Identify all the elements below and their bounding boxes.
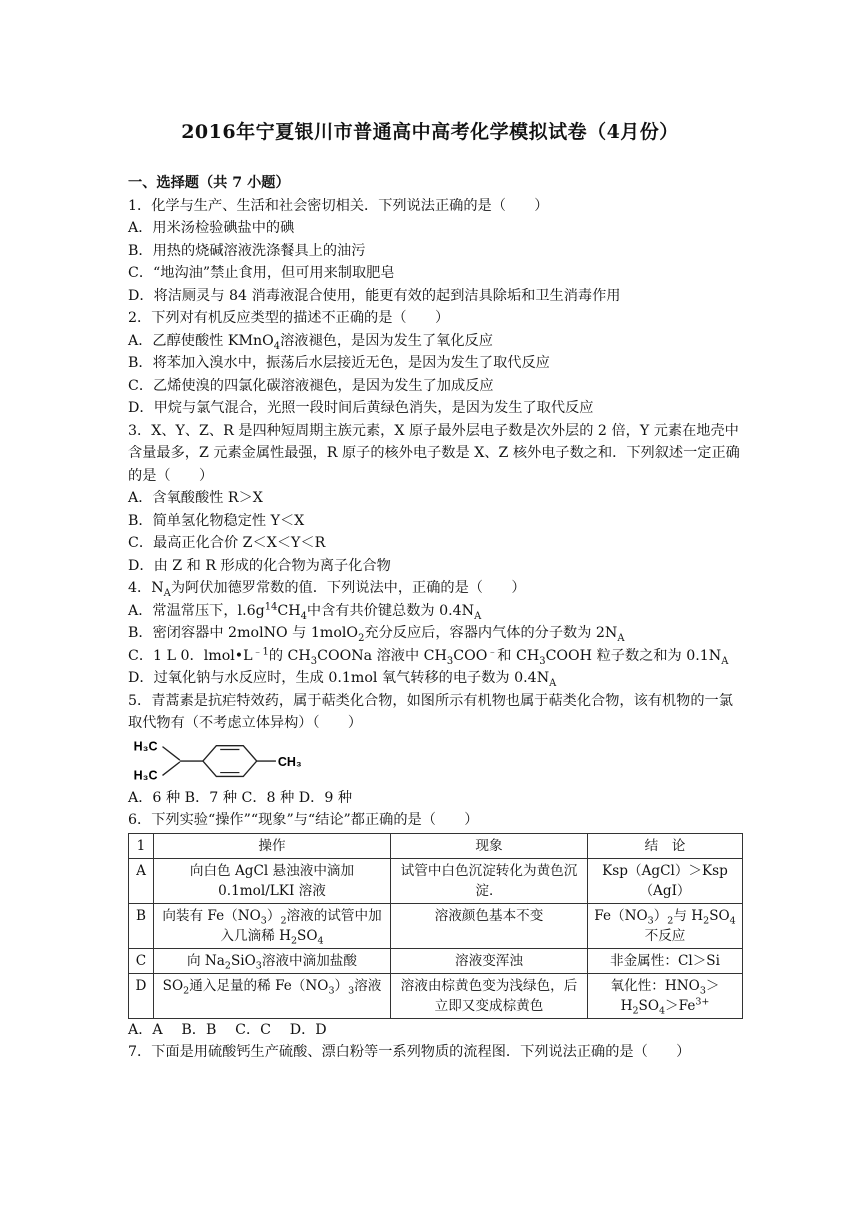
mol-label-h3c-bottom: H₃C bbox=[133, 767, 158, 782]
q4-stem: 4．$N_A$为阿伏加德罗常数的值．下列说法中，正确的是（ ） bbox=[128, 580, 526, 599]
row-phenomenon: 试管中白色沉淀转化为黄色沉淀． bbox=[391, 858, 588, 903]
row-operation: 向装有 $Fe(NO_3)_2$溶液的试管中加入几滴稀 $H_2SO_4$ bbox=[154, 903, 391, 948]
q4-option-d: D．过氧化钠与水反应时，生成 0.1mol 氧气转移的电子数为 $0.4N_A$ bbox=[128, 670, 557, 689]
row-conclusion: 氧化性：$HNO_3>H_2SO_4>Fe^{3+}$ bbox=[588, 973, 743, 1018]
q1-option-d: D．将洁厕灵与 84 消毒液混合使用，能更有效的起到洁具除垢和卫生消毒作用 bbox=[128, 287, 621, 304]
q3-option-d: D．由 Z 和 R 形成的化合物为离子化合物 bbox=[128, 557, 391, 574]
q3-option-c: C．最高正化合价 Z＜X＜Y＜R bbox=[128, 535, 326, 551]
row-operation: 向 $Na_2SiO_3$溶液中滴加盐酸 bbox=[154, 948, 391, 973]
mol-bond bbox=[163, 762, 180, 775]
row-key: D bbox=[129, 973, 154, 1018]
table-header-cell: 结 论 bbox=[588, 833, 743, 858]
table-row bbox=[129, 948, 743, 973]
row-operation: 向白色 AgCl 悬浊液中滴加 0.1mol/LKI 溶液 bbox=[154, 858, 391, 903]
row-conclusion: Ksp（AgCl）＞Ksp（AgI） bbox=[588, 858, 743, 903]
mol-label-ch3: CH₃ bbox=[277, 754, 302, 769]
page-title: 2016年宁夏银川市普通高中高考化学模拟试卷（4月份） bbox=[181, 121, 679, 143]
row-conclusion: $Fe(NO_3)_2$与 $H_2SO_4$ 不反应 bbox=[588, 903, 743, 948]
table-row bbox=[129, 903, 743, 948]
row-phenomenon: 溶液由棕黄色变为浅绿色，后立即又变成棕黄色 bbox=[391, 973, 588, 1018]
q2-stem: 2．下列对有机反应类型的描述不正确的是（ ） bbox=[128, 310, 450, 326]
row-conclusion: 非金属性：Cl＞Si bbox=[588, 948, 743, 973]
q3-stem: 3．X、Y、Z、R 是四种短周期主族元素，X 原子最外层电子数是次外层的 2 倍，Y 元素在地壳中含量最多，Z 元素金属性最强，R 原子的核外电子数是 X、Z 核外电子数之和．下列叙述一定正确的是（ ） bbox=[128, 422, 740, 484]
q1-option-b: B．用热的烧碱溶液洗涤餐具上的油污 bbox=[128, 242, 366, 259]
q5-stem: 5．青蒿素是抗疟特效药，属于萜类化合物，如图所示有机物也属于萜类化合物，该有机物的一氯取代物有（不考虑立体异构）（ ） bbox=[128, 692, 733, 731]
q5-options: A．6 种 B．7 种 C．8 种 D．9 种 bbox=[128, 789, 353, 806]
row-phenomenon: 溶液变浑浊 bbox=[391, 948, 588, 973]
table-header-row bbox=[129, 833, 743, 858]
benzene-ring bbox=[203, 745, 257, 776]
row-operation: $SO_2$通入足量的稀 $Fe(NO_3)_3$溶液 bbox=[154, 973, 391, 1018]
q3-option-b: B．简单氢化物稳定性 Y＜X bbox=[128, 512, 305, 529]
row-key: C bbox=[129, 948, 154, 973]
q1-option-c: C．“地沟油”禁止食用，但可用来制取肥皂 bbox=[128, 265, 395, 281]
q4-option-b: B．密闭容器中 2molNO 与 1molO$_2$充分反应后，容器内气体的分子数为 $2N_A$ bbox=[128, 625, 625, 644]
q2-option-a: A．乙醇使酸性 KMnO$_4$溶液褪色，是因为发生了氧化反应 bbox=[128, 332, 493, 352]
table-header-cell: 1 bbox=[129, 833, 154, 858]
molecule-structure bbox=[130, 737, 320, 787]
row-phenomenon: 溶液颜色基本不变 bbox=[391, 903, 588, 948]
row-key: B bbox=[129, 903, 154, 948]
q1-option-a: A．用米汤检验碘盐中的碘 bbox=[128, 220, 295, 236]
q7-stem: 7．下面是用硫酸钙生产硫酸、漂白粉等一系列物质的流程图．下列说法正确的是（ ） bbox=[128, 1044, 691, 1060]
table-row bbox=[129, 858, 743, 903]
table-header-cell: 现象 bbox=[391, 833, 588, 858]
experiment-table bbox=[128, 833, 743, 1019]
mol-bond bbox=[163, 746, 180, 759]
table-row bbox=[129, 973, 743, 1018]
q2-option-d: D．甲烷与氯气混合，光照一段时间后黄绿色消失，是因为发生了取代反应 bbox=[128, 400, 594, 416]
section-heading: 一、选择题（共 7 小题） bbox=[128, 175, 290, 191]
q3-option-a: A．含氧酸酸性 R＞X bbox=[128, 490, 263, 506]
mol-label-h3c-top: H₃C bbox=[133, 738, 158, 753]
q2-option-c: C．乙烯使溴的四氯化碳溶液褪色，是因为发生了加成反应 bbox=[128, 377, 494, 394]
q2-option-b: B．将苯加入溴水中，振荡后水层接近无色，是因为发生了取代反应 bbox=[128, 355, 550, 371]
exam-content bbox=[128, 172, 740, 1064]
table-header-cell: 操作 bbox=[154, 833, 391, 858]
q6-options: A．A B．B C．C D．D bbox=[128, 1021, 327, 1038]
q4-option-c: C．1 L 0．$lmol•L^{﹣1}$的 $CH_3COONa$ 溶液中 $CH_3COO^﹣$和 $CH_3COOH$ 粒子数之和为 $0.1N_A$ bbox=[128, 645, 729, 667]
row-key: A bbox=[129, 858, 154, 903]
q4-option-a: A．常温常压下，$l.6g^{14}CH_4$中含有共价键总数为 $0.4N_A$ bbox=[128, 600, 482, 622]
q1-stem: 1．化学与生产、生活和社会密切相关．下列说法正确的是（ ） bbox=[128, 197, 549, 214]
q6-stem: 6．下列实验“操作”“现象”与“结论”都正确的是（ ） bbox=[128, 812, 479, 828]
